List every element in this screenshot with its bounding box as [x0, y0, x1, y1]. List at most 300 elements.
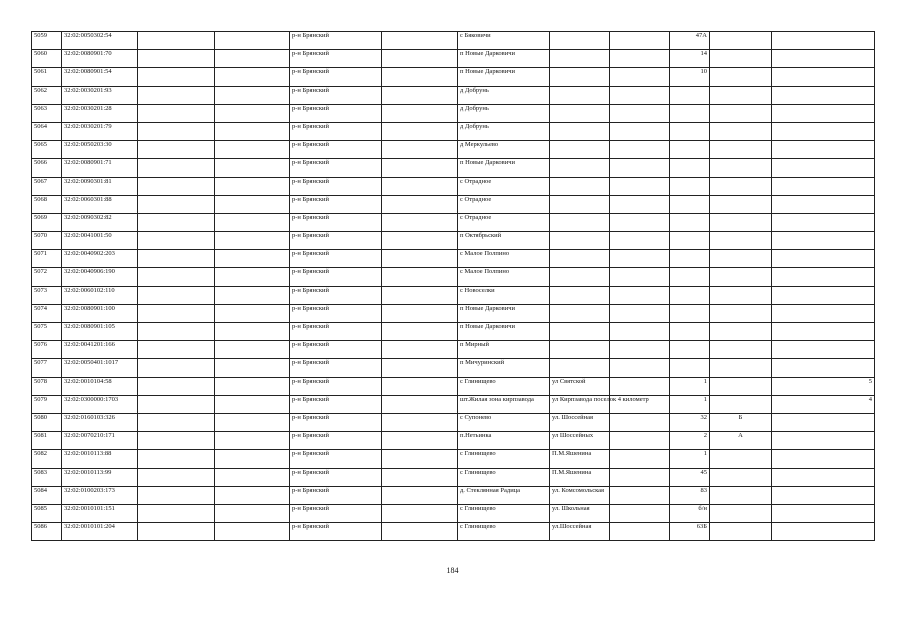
empty-cell-1 — [138, 304, 215, 322]
register-table — [31, 31, 875, 541]
settlement: шт.Жилая зона кирпзавода — [458, 395, 550, 413]
apartment — [772, 86, 875, 104]
cadastral-number: 32:02:0041001:50 — [62, 232, 138, 250]
empty-cell-1 — [138, 468, 215, 486]
building-letter — [710, 359, 772, 377]
settlement: с Супонево — [458, 413, 550, 431]
cadastral-number: 32:02:0050302:54 — [62, 32, 138, 50]
district: р-н Брянский — [290, 304, 382, 322]
empty-cell-4 — [610, 68, 670, 86]
building-letter — [710, 68, 772, 86]
empty-cell-3 — [382, 286, 458, 304]
empty-cell-4 — [610, 359, 670, 377]
house-number: 1 — [670, 377, 710, 395]
empty-cell-3 — [382, 450, 458, 468]
cadastral-number: 32:02:0030201:28 — [62, 104, 138, 122]
empty-cell-3 — [382, 377, 458, 395]
house-number — [670, 177, 710, 195]
cadastral-number: 32:02:0010101:204 — [62, 523, 138, 541]
apartment — [772, 250, 875, 268]
apartment — [772, 213, 875, 231]
building-letter — [710, 177, 772, 195]
table-row — [32, 523, 875, 541]
settlement: д Меркульево — [458, 141, 550, 159]
settlement: с Глинищево — [458, 523, 550, 541]
building-letter — [710, 250, 772, 268]
settlement: п Новые Дарковичи — [458, 159, 550, 177]
row-number: 5060 — [32, 50, 62, 68]
empty-cell-4 — [610, 304, 670, 322]
empty-cell-2 — [215, 86, 290, 104]
table-row — [32, 86, 875, 104]
empty-cell-2 — [215, 250, 290, 268]
table-row — [32, 359, 875, 377]
empty-cell-4 — [610, 286, 670, 304]
table-row — [32, 504, 875, 522]
empty-cell-4 — [610, 268, 670, 286]
table-row — [32, 286, 875, 304]
row-number: 5083 — [32, 468, 62, 486]
district: р-н Брянский — [290, 286, 382, 304]
empty-cell-3 — [382, 159, 458, 177]
settlement: с Отрадное — [458, 177, 550, 195]
table-row — [32, 268, 875, 286]
building-letter — [710, 450, 772, 468]
empty-cell-3 — [382, 395, 458, 413]
cadastral-number: 32:02:0070210:171 — [62, 432, 138, 450]
settlement: с Малое Полпино — [458, 250, 550, 268]
house-number — [670, 159, 710, 177]
empty-cell-2 — [215, 159, 290, 177]
table-row — [32, 32, 875, 50]
apartment: 5 — [772, 377, 875, 395]
empty-cell-2 — [215, 304, 290, 322]
empty-cell-2 — [215, 122, 290, 140]
empty-cell-3 — [382, 250, 458, 268]
row-number: 5084 — [32, 486, 62, 504]
table-row — [32, 486, 875, 504]
empty-cell-1 — [138, 395, 215, 413]
cadastral-number: 32:02:0090302:82 — [62, 213, 138, 231]
table-row — [32, 341, 875, 359]
cadastral-number: 32:02:0080901:70 — [62, 50, 138, 68]
settlement: с Глинищево — [458, 377, 550, 395]
empty-cell-2 — [215, 377, 290, 395]
cadastral-number: 32:02:0010101:151 — [62, 504, 138, 522]
row-number: 5086 — [32, 523, 62, 541]
empty-cell-4 — [610, 122, 670, 140]
empty-cell-2 — [215, 50, 290, 68]
street: П.М.Яшенина — [550, 450, 610, 468]
cadastral-number: 32:02:0050401:1017 — [62, 359, 138, 377]
district: р-н Брянский — [290, 195, 382, 213]
empty-cell-3 — [382, 304, 458, 322]
empty-cell-3 — [382, 68, 458, 86]
building-letter — [710, 304, 772, 322]
district: р-н Брянский — [290, 268, 382, 286]
house-number — [670, 359, 710, 377]
page-number: 184 — [446, 566, 459, 575]
building-letter — [710, 468, 772, 486]
empty-cell-4 — [610, 341, 670, 359]
street: ул. Шоссейная — [550, 413, 610, 431]
house-number — [670, 341, 710, 359]
empty-cell-3 — [382, 468, 458, 486]
building-letter — [710, 86, 772, 104]
row-number: 5064 — [32, 122, 62, 140]
building-letter — [710, 232, 772, 250]
settlement: п Новые Дарковичи — [458, 323, 550, 341]
building-letter — [710, 268, 772, 286]
settlement: п Мичуринский — [458, 359, 550, 377]
row-number: 5075 — [32, 323, 62, 341]
empty-cell-4 — [610, 413, 670, 431]
row-number: 5076 — [32, 341, 62, 359]
district: р-н Брянский — [290, 141, 382, 159]
cadastral-number: 32:02:0080901:100 — [62, 304, 138, 322]
table-row — [32, 159, 875, 177]
district: р-н Брянский — [290, 177, 382, 195]
street: ул. Комсомольская — [550, 486, 610, 504]
empty-cell-1 — [138, 486, 215, 504]
district: р-н Брянский — [290, 377, 382, 395]
apartment — [772, 304, 875, 322]
street — [550, 104, 610, 122]
empty-cell-2 — [215, 177, 290, 195]
apartment — [772, 468, 875, 486]
street: П.М.Яшенина — [550, 468, 610, 486]
house-number: 45 — [670, 468, 710, 486]
empty-cell-4 — [610, 486, 670, 504]
empty-cell-1 — [138, 177, 215, 195]
row-number: 5074 — [32, 304, 62, 322]
building-letter — [710, 122, 772, 140]
empty-cell-4 — [610, 159, 670, 177]
apartment — [772, 286, 875, 304]
empty-cell-2 — [215, 323, 290, 341]
apartment — [772, 177, 875, 195]
building-letter: Б — [710, 413, 772, 431]
empty-cell-1 — [138, 122, 215, 140]
district: р-н Брянский — [290, 359, 382, 377]
street — [550, 268, 610, 286]
building-letter — [710, 486, 772, 504]
table-row — [32, 450, 875, 468]
row-number: 5073 — [32, 286, 62, 304]
settlement: п Новые Дарковичи — [458, 50, 550, 68]
street — [550, 159, 610, 177]
settlement: с Глинищево — [458, 450, 550, 468]
building-letter — [710, 159, 772, 177]
row-number: 5078 — [32, 377, 62, 395]
empty-cell-4 — [610, 504, 670, 522]
empty-cell-3 — [382, 268, 458, 286]
row-number: 5059 — [32, 32, 62, 50]
table-row — [32, 232, 875, 250]
empty-cell-3 — [382, 141, 458, 159]
empty-cell-2 — [215, 413, 290, 431]
cadastral-number: 32:02:0160103:326 — [62, 413, 138, 431]
building-letter — [710, 286, 772, 304]
empty-cell-3 — [382, 32, 458, 50]
empty-cell-2 — [215, 268, 290, 286]
building-letter — [710, 195, 772, 213]
row-number: 5063 — [32, 104, 62, 122]
house-number — [670, 250, 710, 268]
empty-cell-3 — [382, 195, 458, 213]
empty-cell-4 — [610, 213, 670, 231]
row-number: 5066 — [32, 159, 62, 177]
empty-cell-3 — [382, 323, 458, 341]
street — [550, 177, 610, 195]
empty-cell-3 — [382, 359, 458, 377]
empty-cell-1 — [138, 413, 215, 431]
cadastral-number: 32:02:0060301:88 — [62, 195, 138, 213]
house-number — [670, 104, 710, 122]
apartment — [772, 159, 875, 177]
apartment — [772, 450, 875, 468]
empty-cell-2 — [215, 104, 290, 122]
street — [550, 286, 610, 304]
empty-cell-4 — [610, 250, 670, 268]
district: р-н Брянский — [290, 32, 382, 50]
empty-cell-1 — [138, 359, 215, 377]
house-number — [670, 323, 710, 341]
table-row — [32, 377, 875, 395]
empty-cell-3 — [382, 523, 458, 541]
table-row — [32, 104, 875, 122]
street — [550, 304, 610, 322]
house-number — [670, 86, 710, 104]
empty-cell-1 — [138, 195, 215, 213]
district: р-н Брянский — [290, 104, 382, 122]
house-number: 14 — [670, 50, 710, 68]
house-number: 10 — [670, 68, 710, 86]
apartment — [772, 523, 875, 541]
empty-cell-4 — [610, 432, 670, 450]
settlement: д Добрунь — [458, 122, 550, 140]
building-letter — [710, 141, 772, 159]
district: р-н Брянский — [290, 213, 382, 231]
row-number: 5071 — [32, 250, 62, 268]
street: ул Шоссейных — [550, 432, 610, 450]
settlement: с Новоселки — [458, 286, 550, 304]
house-number: 1 — [670, 450, 710, 468]
empty-cell-1 — [138, 86, 215, 104]
settlement: д Добрунь — [458, 104, 550, 122]
empty-cell-1 — [138, 232, 215, 250]
empty-cell-2 — [215, 468, 290, 486]
district: р-н Брянский — [290, 486, 382, 504]
street — [550, 323, 610, 341]
cadastral-number: 32:02:0041201:166 — [62, 341, 138, 359]
district: р-н Брянский — [290, 523, 382, 541]
street — [550, 232, 610, 250]
empty-cell-4 — [610, 141, 670, 159]
apartment — [772, 323, 875, 341]
empty-cell-1 — [138, 341, 215, 359]
settlement: п.Нетьинка — [458, 432, 550, 450]
cadastral-number: 32:02:0100203:173 — [62, 486, 138, 504]
building-letter — [710, 323, 772, 341]
empty-cell-2 — [215, 486, 290, 504]
cadastral-number: 32:02:0080901:105 — [62, 323, 138, 341]
empty-cell-3 — [382, 232, 458, 250]
district: р-н Брянский — [290, 413, 382, 431]
street: ул Кирпзавода поселок 4 километр — [550, 395, 610, 413]
empty-cell-3 — [382, 213, 458, 231]
row-number: 5065 — [32, 141, 62, 159]
building-letter — [710, 32, 772, 50]
apartment — [772, 232, 875, 250]
table-row — [32, 141, 875, 159]
table-row — [32, 250, 875, 268]
table-row — [32, 323, 875, 341]
house-number — [670, 141, 710, 159]
row-number: 5068 — [32, 195, 62, 213]
apartment — [772, 68, 875, 86]
cadastral-number: 32:02:0010113:88 — [62, 450, 138, 468]
settlement: п Новые Дарковичи — [458, 68, 550, 86]
empty-cell-3 — [382, 486, 458, 504]
street — [550, 32, 610, 50]
empty-cell-4 — [610, 86, 670, 104]
empty-cell-3 — [382, 341, 458, 359]
empty-cell-2 — [215, 213, 290, 231]
district: р-н Брянский — [290, 504, 382, 522]
house-number — [670, 286, 710, 304]
district: р-н Брянский — [290, 86, 382, 104]
house-number: 83 — [670, 486, 710, 504]
table-row — [32, 304, 875, 322]
table-body — [32, 32, 875, 541]
empty-cell-1 — [138, 450, 215, 468]
empty-cell-1 — [138, 377, 215, 395]
house-number: 63Б — [670, 523, 710, 541]
empty-cell-1 — [138, 432, 215, 450]
empty-cell-2 — [215, 450, 290, 468]
empty-cell-1 — [138, 523, 215, 541]
table-row — [32, 413, 875, 431]
apartment — [772, 486, 875, 504]
table-row — [32, 432, 875, 450]
empty-cell-3 — [382, 122, 458, 140]
settlement: с Бяковичи — [458, 32, 550, 50]
empty-cell-3 — [382, 504, 458, 522]
empty-cell-1 — [138, 50, 215, 68]
empty-cell-1 — [138, 104, 215, 122]
street: ул. Школьная — [550, 504, 610, 522]
district: р-н Брянский — [290, 468, 382, 486]
row-number: 5082 — [32, 450, 62, 468]
empty-cell-1 — [138, 268, 215, 286]
empty-cell-4 — [610, 323, 670, 341]
empty-cell-1 — [138, 504, 215, 522]
empty-cell-2 — [215, 141, 290, 159]
empty-cell-4 — [610, 468, 670, 486]
apartment — [772, 341, 875, 359]
empty-cell-2 — [215, 341, 290, 359]
empty-cell-2 — [215, 504, 290, 522]
apartment — [772, 32, 875, 50]
building-letter: А — [710, 432, 772, 450]
settlement: д Добрунь — [458, 86, 550, 104]
empty-cell-2 — [215, 286, 290, 304]
street — [550, 50, 610, 68]
apartment — [772, 104, 875, 122]
district: р-н Брянский — [290, 68, 382, 86]
apartment — [772, 50, 875, 68]
empty-cell-4 — [610, 232, 670, 250]
empty-cell-4 — [610, 377, 670, 395]
apartment — [772, 413, 875, 431]
empty-cell-4 — [610, 50, 670, 68]
cadastral-number: 32:02:0090301:81 — [62, 177, 138, 195]
settlement: д. Стеклянная Радица — [458, 486, 550, 504]
table-row — [32, 395, 875, 413]
empty-cell-2 — [215, 232, 290, 250]
row-number: 5070 — [32, 232, 62, 250]
empty-cell-4 — [610, 32, 670, 50]
row-number: 5072 — [32, 268, 62, 286]
street: ул.Шоссейная — [550, 523, 610, 541]
street — [550, 141, 610, 159]
empty-cell-4 — [610, 450, 670, 468]
house-number — [670, 122, 710, 140]
building-letter — [710, 104, 772, 122]
settlement: с Отрадное — [458, 195, 550, 213]
building-letter — [710, 377, 772, 395]
street: ул Святской — [550, 377, 610, 395]
street — [550, 86, 610, 104]
cadastral-number: 32:02:0040902:203 — [62, 250, 138, 268]
table-row — [32, 68, 875, 86]
apartment — [772, 122, 875, 140]
settlement: с Отрадное — [458, 213, 550, 231]
district: р-н Брянский — [290, 395, 382, 413]
row-number: 5069 — [32, 213, 62, 231]
settlement: п Мирный — [458, 341, 550, 359]
empty-cell-2 — [215, 395, 290, 413]
empty-cell-4 — [610, 177, 670, 195]
apartment — [772, 195, 875, 213]
apartment — [772, 432, 875, 450]
cadastral-number: 32:02:0080901:71 — [62, 159, 138, 177]
building-letter — [710, 50, 772, 68]
empty-cell-2 — [215, 523, 290, 541]
empty-cell-1 — [138, 68, 215, 86]
district: р-н Брянский — [290, 323, 382, 341]
empty-cell-3 — [382, 104, 458, 122]
empty-cell-4 — [610, 523, 670, 541]
empty-cell-2 — [215, 432, 290, 450]
cadastral-number: 32:02:0300000:1703 — [62, 395, 138, 413]
empty-cell-2 — [215, 68, 290, 86]
house-number: 2 — [670, 432, 710, 450]
row-number: 5077 — [32, 359, 62, 377]
empty-cell-3 — [382, 50, 458, 68]
table-row — [32, 195, 875, 213]
apartment — [772, 141, 875, 159]
cadastral-number: 32:02:0060102:110 — [62, 286, 138, 304]
empty-cell-2 — [215, 359, 290, 377]
cadastral-number: 32:02:0030201:79 — [62, 122, 138, 140]
empty-cell-1 — [138, 250, 215, 268]
house-number: 32 — [670, 413, 710, 431]
cadastral-number: 32:02:0030201:93 — [62, 86, 138, 104]
table-row — [32, 468, 875, 486]
settlement: с Глинищево — [458, 468, 550, 486]
